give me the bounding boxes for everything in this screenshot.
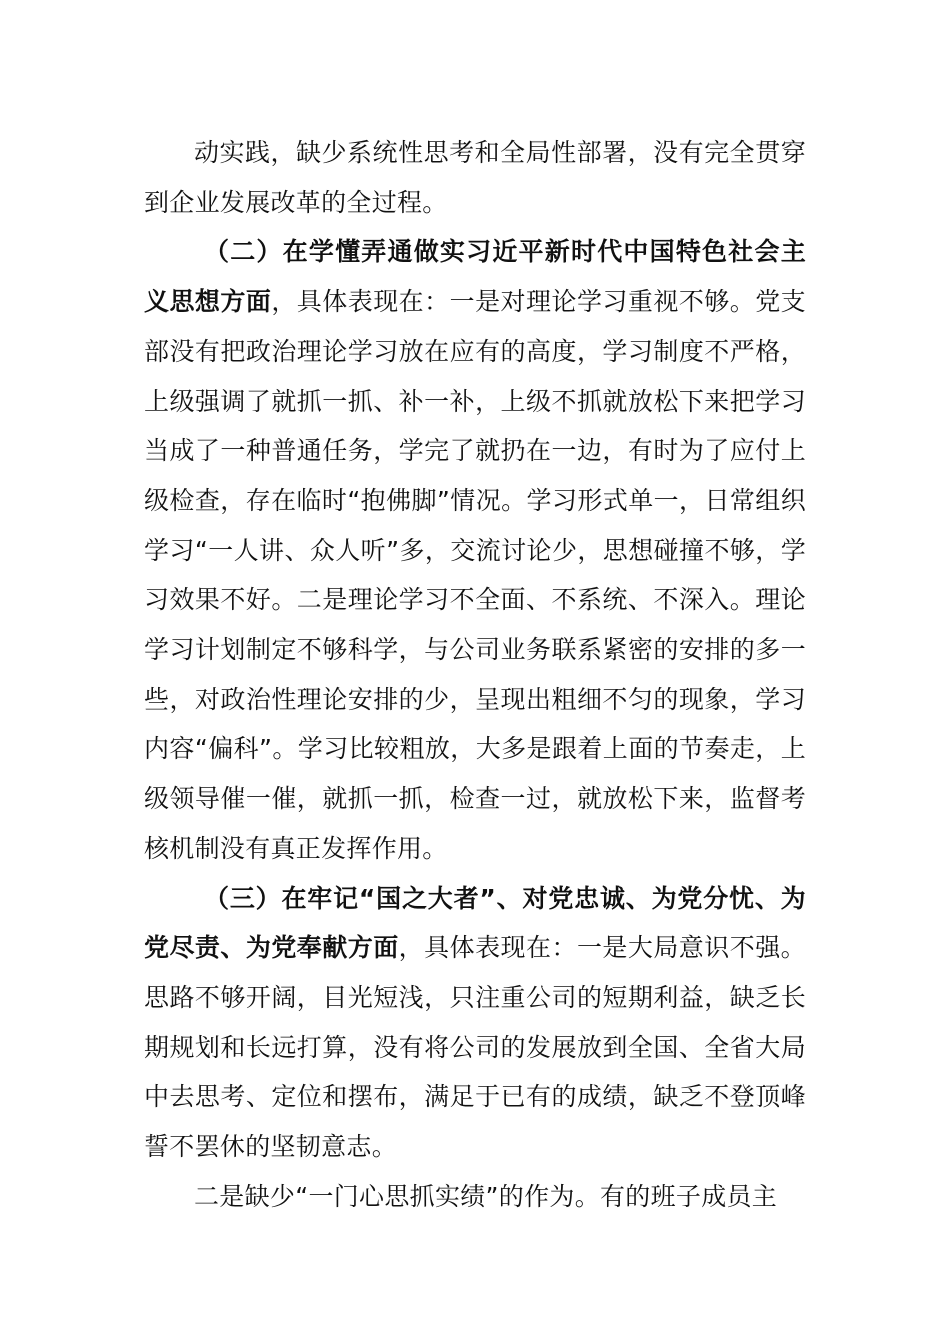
paragraph-continuation	[144, 128, 806, 227]
paragraph-2-text: ，具体表现在：一是对理论学习重视不够。党支部没有把政治理论学习放在应有的高度，学习制度不严格，上级强调了就抓一抓、补一补，上级不抓就放松下来把学习当成了一种普通任务，学完了就扔在一边，有时为了应付上级检查，存在临时“抱佛脚”情况。学习形式单一，日常组织学习“一人讲、众人听”多，交流讨论少，思想碰撞不够，学习效果不好。二是理论学习不全面、不系统、不深入。理论学习计划制定不够科学，与公司业务联系紧密的安排的多一些，对政治性理论安排的少，呈现出粗细不匀的现象，学习内容“偏科”。学习比较粗放，大多是跟着上面的节奏走，上级领导催一催，就抓一抓，检查一过，就放松下来，监督考核机制没有真正发挥作用。	[144, 287, 806, 863]
paragraph-4-text: 二是缺少“一门心思抓实绩”的作为。有的班子成员主	[194, 1181, 778, 1211]
paragraph-item-two	[144, 1172, 806, 1222]
paragraph-1-text: 动实践，缺少系统性思考和全局性部署，没有完全贯穿到企业发展改革的全过程。	[144, 138, 806, 217]
section-three-heading: （三）在牢记“国之大者”、对党忠诚、为党分忧、为党尽责、为党奉献方面	[144, 883, 806, 963]
paragraph-3-text: ，具体表现在：一是大局意识不强。思路不够开阔，目光短浅，只注重公司的短期利益，缺乏长期规划和长远打算，没有将公司的发展放到全国、全省大局中去思考、定位和摆布，满足于已有的成绩，缺乏不登顶峰誓不罢休的坚韧意志。	[144, 933, 806, 1162]
paragraph-section-two	[144, 227, 806, 873]
document-body	[144, 128, 806, 1221]
section-two-heading: （二）在学懂弄通做实习近平新时代中国特色社会主义思想方面	[144, 237, 806, 317]
paragraph-section-three	[144, 874, 806, 1172]
